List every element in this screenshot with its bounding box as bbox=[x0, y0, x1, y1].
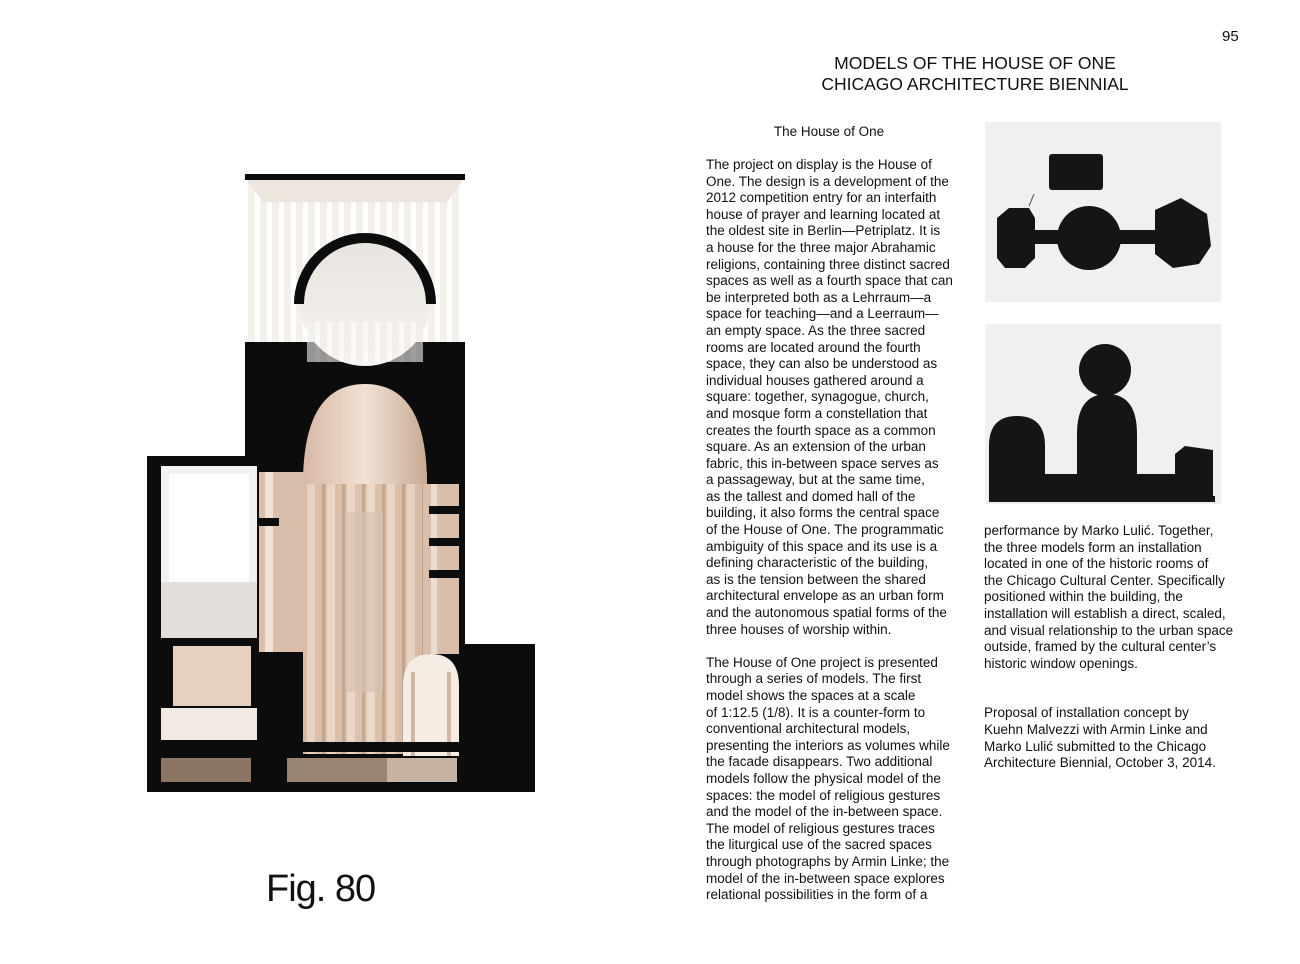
header-title-line1: MODELS OF THE HOUSE OF ONE bbox=[834, 53, 1116, 73]
paragraph: performance by Marko Lulić. Together, the three models form an installation located in one of the historic rooms of the Chicago Cultural Center. Specifically positioned within the building, the installation will establish a direct, scaled, and visual relationship to the urban space outside, framed by the cultural center’s historic window openings. bbox=[984, 523, 1234, 671]
section-subtitle: The House of One bbox=[773, 124, 885, 139]
page-number: 95 bbox=[1222, 28, 1239, 45]
header-title-line2: CHICAGO ARCHITECTURE BIENNIAL bbox=[821, 74, 1129, 94]
text-column-2 bbox=[984, 523, 1252, 772]
paragraph: The project on display is the House of One. The design is a development of the 2012 competition entry for an interfaith house of prayer and learning located at the oldest site in Berlin—Petriplatz. It is a house for the three major Abrahamic religions, containing three distinct sacred spaces as well as a fourth space that can be interpreted both as a Lehrraum—a space for teaching—and a Leerraum— an empty space. As the three sacred rooms are located around the fourth space, they can also be understood as individual houses gathered around a square: together, synagogue, church, and mosque form a constellation that creates the fourth space as a common square. As an extension of the urban fabric, this in-between space serves as a passageway, but at the same time, as the tallest and domed hall of the building, it also forms the central space of the House of One. The programmatic ambiguity of this space and its use is a defining characteristic of the building, as is the tension between the shared architectural envelope as an urban form and the autonomous spatial forms of the three houses of worship within. bbox=[706, 157, 953, 637]
sketch-elevation-icon bbox=[985, 324, 1221, 504]
page-header bbox=[760, 53, 1190, 95]
paragraph: The House of One project is presented through a series of models. The first model shows the spaces at a scale of 1:12.5 (1/8). It is a counter-form to conventional architectural models, presenting the interiors as volumes while the facade disappears. Two additional models follow the physical model of the spaces: the model of religious gestures and the model of the in-between space. The model of religious gestures traces the liturgical use of the sacred spaces through photographs by Armin Linke; the model of the in-between space explores relational possibilities in the form of a bbox=[706, 654, 950, 903]
paragraph: Proposal of installation concept by Kuehn Malvezzi with Armin Linke and Marko Lulić submitted to the Chicago Architecture Biennial, October 3, 2014. bbox=[984, 705, 1216, 771]
figure-caption: Fig. 80 bbox=[266, 868, 376, 910]
building-section-drawing bbox=[147, 172, 539, 801]
text-column-1 bbox=[706, 157, 968, 904]
sketch-plan-icon bbox=[985, 122, 1221, 302]
